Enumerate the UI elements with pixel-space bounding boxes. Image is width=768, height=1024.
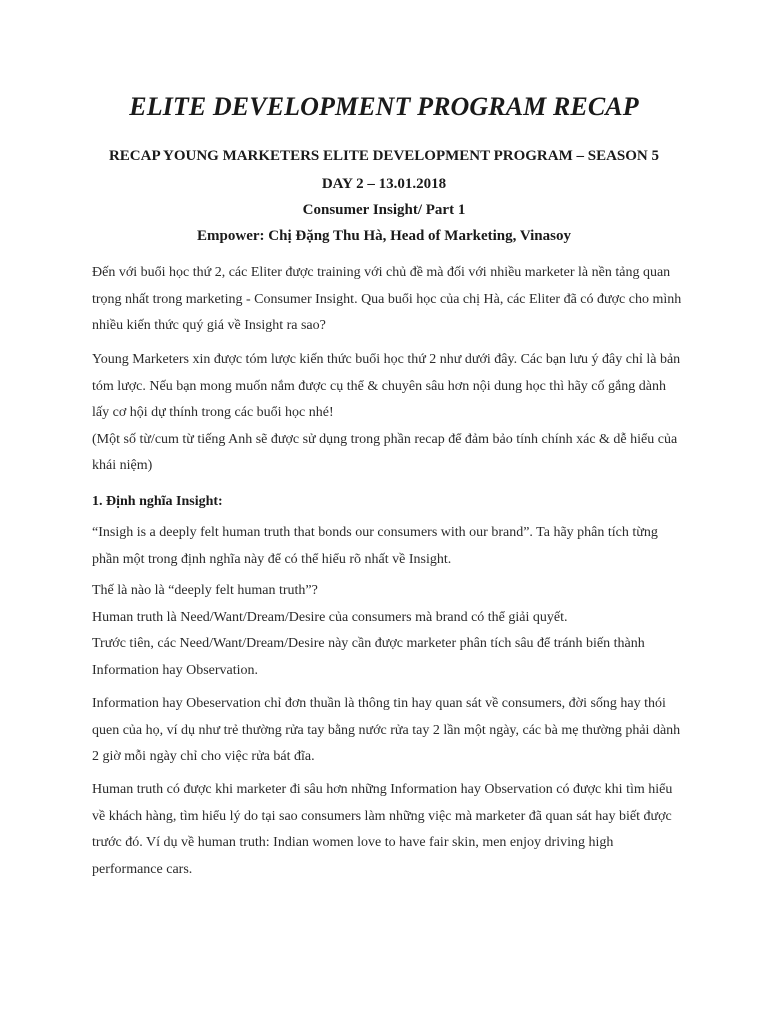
human-truth-question: Thế là nào là “deeply felt human truth”? [92,583,318,598]
human-truth-block [92,578,682,684]
human-truth-example-paragraph: Human truth có được khi marketer đi sâu hơn những Information hay Observation có được khi tìm hiểu về khách hàng, tìm hiểu lý do tại sao consumers làm những việc mà marketer đã quan sát hay biết được trước đó. Ví dụ về human truth: Indian women love to have fair skin, men enjoy driving high performance cars. [92,782,673,877]
information-observation-paragraph: Information hay Obeservation chỉ đơn thuần là thông tin hay quan sát về consumers, đời sống hay thói quen của họ, ví dụ như trẻ thường rửa tay bằng nước rửa tay 2 lần một ngày, các bà mẹ thường phải dành 2 giờ mỗi ngày chỉ cho việc rửa bát đĩa. [92,696,681,764]
day-heading: DAY 2 – 13.01.2018 [321,176,447,192]
section-1-heading: 1. Định nghĩa Insight: [92,494,223,509]
summary-note-block [92,347,682,480]
human-truth-analysis: Trước tiên, các Need/Want/Dream/Desire này cần được marketer phân tích sâu để tránh biến thành Information hay Observation. [92,636,645,678]
document-title: ELITE DEVELOPMENT PROGRAM RECAP [129,92,639,121]
speaker-heading: Empower: Chị Đặng Thu Hà, Head of Marketing, Vinasoy [197,228,571,244]
insight-definition-paragraph: “Insigh is a deeply felt human truth that bonds our consumers with our brand”. Ta hãy phân tích từng phần một trong định nghĩa này để có thể hiểu rõ nhất về Insight. [92,525,658,567]
topic-heading: Consumer Insight/ Part 1 [302,202,466,218]
summary-note-paragraph: Young Marketers xin được tóm lược kiến thức buổi học thứ 2 như dưới đây. Các bạn lưu ý đây chỉ là bản tóm lược. Nếu bạn mong muốn nắm được cụ thể & chuyên sâu hơn nội dung học thì hãy cố gắng dành lấy cơ hội dự thính trong các buổi học nhé! [92,352,681,420]
program-heading: RECAP YOUNG MARKETERS ELITE DEVELOPMENT PROGRAM – SEASON 5 [108,148,660,164]
human-truth-definition: Human truth là Need/Want/Dream/Desire của consumers mà brand có thể giải quyết. [92,609,568,625]
english-terms-note: (Một số từ/cum từ tiếng Anh sẽ được sử dụng trong phần recap để đảm bảo tính chính xác & dễ hiểu của khái niệm) [92,431,678,473]
intro-paragraph: Đến với buổi học thứ 2, các Eliter được training với chủ đề mà đối với nhiều marketer là nền tảng quan trọng nhất trong marketing - Consumer Insight. Qua buổi học của chị Hà, các Eliter đã có được cho mình nhiều kiến thức quý giá về Insight ra sao? [92,265,682,333]
